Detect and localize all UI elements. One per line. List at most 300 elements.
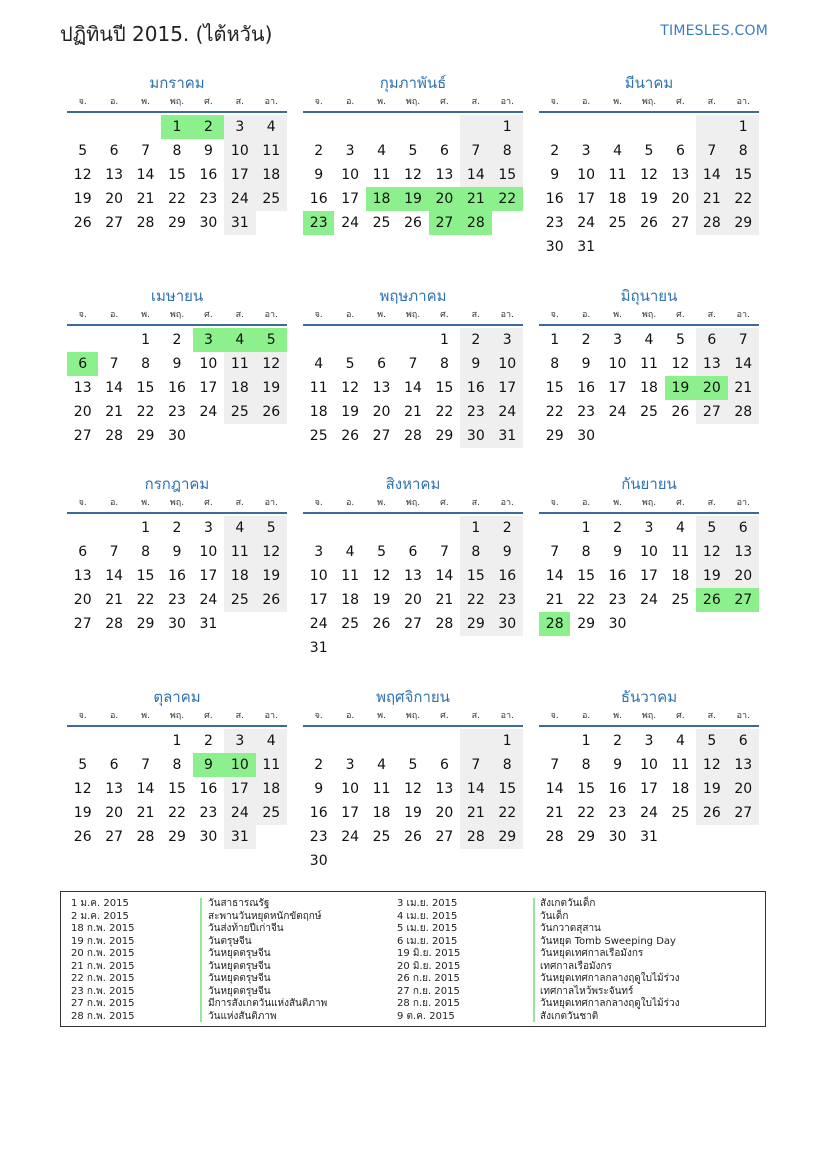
day-cell[interactable]: 22 (435, 404, 454, 420)
day-cell[interactable]: 10 (492, 352, 523, 376)
day-cell[interactable]: 28 (696, 211, 727, 235)
day-cell[interactable]: 5 (696, 729, 727, 753)
day-cell[interactable]: 15 (492, 163, 523, 187)
day-cell[interactable]: 4 (613, 143, 623, 159)
day-cell[interactable]: 30 (545, 239, 564, 255)
day-cell[interactable]: 5 (644, 143, 654, 159)
day-cell[interactable]: 25 (224, 588, 255, 612)
day-cell[interactable]: 27 (404, 616, 422, 632)
day-cell[interactable]: 29 (492, 825, 523, 849)
day-cell[interactable]: 2 (193, 115, 224, 139)
day-cell[interactable]: 12 (404, 167, 422, 183)
day-cell[interactable]: 14 (136, 781, 155, 797)
day-cell[interactable]: 4 (675, 520, 685, 536)
day-cell[interactable]: 29 (545, 428, 564, 444)
day-cell[interactable]: 2 (314, 757, 324, 773)
day-cell[interactable]: 22 (728, 187, 759, 211)
day-cell[interactable]: 16 (168, 380, 186, 396)
day-cell[interactable]: 5 (256, 516, 287, 540)
day-cell[interactable]: 24 (199, 404, 218, 420)
day-cell[interactable]: 21 (136, 805, 155, 821)
day-cell[interactable]: 7 (550, 544, 560, 560)
day-cell[interactable]: 5 (256, 328, 287, 352)
day-cell[interactable]: 4 (345, 544, 355, 560)
day-cell[interactable]: 10 (341, 781, 360, 797)
day-cell[interactable]: 23 (168, 592, 186, 608)
day-cell[interactable]: 28 (404, 428, 422, 444)
day-cell[interactable]: 20 (73, 404, 92, 420)
day-cell[interactable]: 27 (671, 215, 690, 231)
day-cell[interactable]: 3 (644, 733, 654, 749)
day-cell[interactable]: 25 (256, 801, 287, 825)
day-cell[interactable]: 6 (78, 544, 88, 560)
day-cell[interactable]: 26 (640, 215, 658, 231)
day-cell[interactable]: 9 (492, 540, 523, 564)
day-cell[interactable]: 8 (141, 356, 151, 372)
day-cell[interactable]: 3 (492, 328, 523, 352)
day-cell[interactable]: 19 (256, 376, 287, 400)
day-cell[interactable]: 23 (460, 400, 491, 424)
day-cell[interactable]: 16 (460, 376, 491, 400)
day-cell[interactable]: 12 (256, 540, 287, 564)
day-cell[interactable]: 12 (640, 167, 658, 183)
day-cell[interactable]: 22 (545, 404, 564, 420)
day-cell[interactable]: 31 (640, 829, 658, 845)
day-cell[interactable]: 14 (460, 777, 491, 801)
day-cell[interactable]: 18 (256, 777, 287, 801)
day-cell[interactable]: 13 (73, 380, 92, 396)
day-cell[interactable]: 18 (366, 187, 397, 211)
day-cell[interactable]: 12 (73, 781, 92, 797)
day-cell[interactable]: 15 (577, 568, 596, 584)
day-cell[interactable]: 31 (309, 640, 328, 656)
day-cell[interactable]: 10 (199, 544, 218, 560)
day-cell[interactable]: 18 (341, 592, 360, 608)
day-cell[interactable]: 23 (545, 215, 564, 231)
day-cell[interactable]: 6 (675, 143, 685, 159)
day-cell[interactable]: 30 (608, 829, 627, 845)
day-cell[interactable]: 1 (460, 516, 491, 540)
day-cell[interactable]: 28 (105, 616, 124, 632)
day-cell[interactable]: 1 (439, 332, 449, 348)
day-cell[interactable]: 8 (728, 139, 759, 163)
day-cell[interactable]: 14 (460, 163, 491, 187)
day-cell[interactable]: 4 (644, 332, 654, 348)
day-cell[interactable]: 26 (256, 400, 287, 424)
day-cell[interactable]: 26 (404, 829, 422, 845)
day-cell[interactable]: 7 (550, 757, 560, 773)
day-cell[interactable]: 12 (404, 781, 422, 797)
day-cell[interactable]: 17 (640, 568, 658, 584)
day-cell[interactable]: 24 (341, 829, 360, 845)
day-cell[interactable]: 25 (341, 616, 360, 632)
day-cell[interactable]: 3 (345, 757, 355, 773)
day-cell[interactable]: 23 (309, 829, 328, 845)
day-cell[interactable]: 17 (640, 781, 658, 797)
day-cell[interactable]: 8 (581, 757, 591, 773)
day-cell[interactable]: 15 (136, 380, 155, 396)
day-cell[interactable]: 19 (73, 805, 92, 821)
day-cell[interactable]: 10 (199, 356, 218, 372)
day-cell[interactable]: 28 (539, 612, 570, 636)
day-cell[interactable]: 22 (577, 592, 596, 608)
day-cell[interactable]: 2 (581, 332, 591, 348)
day-cell[interactable]: 23 (303, 211, 334, 235)
day-cell[interactable]: 18 (372, 805, 391, 821)
day-cell[interactable]: 7 (696, 139, 727, 163)
day-cell[interactable]: 20 (429, 187, 460, 211)
day-cell[interactable]: 21 (105, 404, 124, 420)
day-cell[interactable]: 23 (608, 805, 627, 821)
day-cell[interactable]: 17 (341, 805, 360, 821)
day-cell[interactable]: 15 (577, 781, 596, 797)
day-cell[interactable]: 29 (435, 428, 454, 444)
day-cell[interactable]: 3 (613, 332, 623, 348)
day-cell[interactable]: 30 (199, 215, 218, 231)
day-cell[interactable]: 27 (728, 588, 759, 612)
day-cell[interactable]: 1 (581, 733, 591, 749)
day-cell[interactable]: 9 (550, 167, 560, 183)
day-cell[interactable]: 4 (224, 516, 255, 540)
day-cell[interactable]: 9 (314, 167, 324, 183)
day-cell[interactable]: 29 (168, 215, 186, 231)
day-cell[interactable]: 23 (168, 404, 186, 420)
day-cell[interactable]: 20 (105, 191, 124, 207)
day-cell[interactable]: 9 (193, 753, 224, 777)
day-cell[interactable]: 28 (105, 428, 124, 444)
day-cell[interactable]: 27 (372, 428, 391, 444)
day-cell[interactable]: 24 (577, 215, 596, 231)
day-cell[interactable]: 3 (644, 520, 654, 536)
day-cell[interactable]: 13 (728, 540, 759, 564)
day-cell[interactable]: 6 (109, 757, 119, 773)
day-cell[interactable]: 20 (73, 592, 92, 608)
day-cell[interactable]: 13 (435, 781, 454, 797)
day-cell[interactable]: 29 (460, 612, 491, 636)
day-cell[interactable]: 4 (256, 729, 287, 753)
day-cell[interactable]: 23 (577, 404, 596, 420)
day-cell[interactable]: 28 (460, 825, 491, 849)
day-cell[interactable]: 7 (460, 139, 491, 163)
day-cell[interactable]: 9 (172, 356, 182, 372)
day-cell[interactable]: 30 (309, 853, 328, 869)
day-cell[interactable]: 7 (439, 544, 449, 560)
day-cell[interactable]: 3 (345, 143, 355, 159)
day-cell[interactable]: 5 (377, 544, 387, 560)
day-cell[interactable]: 18 (608, 191, 627, 207)
day-cell[interactable]: 20 (728, 777, 759, 801)
day-cell[interactable]: 22 (577, 805, 596, 821)
day-cell[interactable]: 4 (675, 733, 685, 749)
day-cell[interactable]: 10 (577, 167, 596, 183)
day-cell[interactable]: 10 (341, 167, 360, 183)
day-cell[interactable]: 26 (671, 404, 690, 420)
day-cell[interactable]: 8 (492, 139, 523, 163)
day-cell[interactable]: 13 (404, 568, 422, 584)
day-cell[interactable]: 11 (671, 757, 690, 773)
day-cell[interactable]: 9 (613, 757, 623, 773)
day-cell[interactable]: 11 (341, 568, 360, 584)
day-cell[interactable]: 3 (314, 544, 324, 560)
day-cell[interactable]: 6 (439, 143, 449, 159)
day-cell[interactable]: 21 (105, 592, 124, 608)
day-cell[interactable]: 7 (109, 544, 119, 560)
day-cell[interactable]: 13 (372, 380, 391, 396)
day-cell[interactable]: 18 (640, 380, 658, 396)
day-cell[interactable]: 25 (671, 592, 690, 608)
day-cell[interactable]: 11 (256, 139, 287, 163)
day-cell[interactable]: 1 (161, 115, 192, 139)
day-cell[interactable]: 24 (224, 801, 255, 825)
day-cell[interactable]: 27 (73, 428, 92, 444)
day-cell[interactable]: 1 (492, 729, 523, 753)
day-cell[interactable]: 28 (728, 400, 759, 424)
day-cell[interactable]: 27 (105, 829, 124, 845)
day-cell[interactable]: 15 (460, 564, 491, 588)
day-cell[interactable]: 27 (435, 829, 454, 845)
day-cell[interactable]: 28 (136, 215, 155, 231)
day-cell[interactable]: 14 (545, 568, 564, 584)
day-cell[interactable]: 1 (581, 520, 591, 536)
day-cell[interactable]: 20 (671, 191, 690, 207)
day-cell[interactable]: 9 (172, 544, 182, 560)
day-cell[interactable]: 8 (492, 753, 523, 777)
day-cell[interactable]: 9 (314, 781, 324, 797)
day-cell[interactable]: 10 (224, 139, 255, 163)
day-cell[interactable]: 2 (492, 516, 523, 540)
day-cell[interactable]: 31 (224, 211, 255, 235)
day-cell[interactable]: 12 (372, 568, 391, 584)
day-cell[interactable]: 24 (640, 592, 658, 608)
day-cell[interactable]: 13 (435, 167, 454, 183)
day-cell[interactable]: 15 (728, 163, 759, 187)
day-cell[interactable]: 29 (577, 829, 596, 845)
day-cell[interactable]: 19 (397, 187, 428, 211)
day-cell[interactable]: 24 (199, 592, 218, 608)
day-cell[interactable]: 15 (168, 781, 186, 797)
day-cell[interactable]: 2 (172, 520, 182, 536)
day-cell[interactable]: 16 (608, 781, 627, 797)
day-cell[interactable]: 22 (460, 588, 491, 612)
day-cell[interactable]: 16 (608, 568, 627, 584)
day-cell[interactable]: 21 (545, 805, 564, 821)
day-cell[interactable]: 16 (492, 564, 523, 588)
day-cell[interactable]: 15 (435, 380, 454, 396)
day-cell[interactable]: 22 (492, 187, 523, 211)
day-cell[interactable]: 2 (314, 143, 324, 159)
day-cell[interactable]: 2 (613, 733, 623, 749)
day-cell[interactable]: 8 (460, 540, 491, 564)
day-cell[interactable]: 19 (640, 191, 658, 207)
day-cell[interactable]: 27 (429, 211, 460, 235)
day-cell[interactable]: 18 (224, 376, 255, 400)
day-cell[interactable]: 26 (73, 215, 92, 231)
day-cell[interactable]: 27 (696, 400, 727, 424)
day-cell[interactable]: 14 (728, 352, 759, 376)
day-cell[interactable]: 16 (545, 191, 564, 207)
day-cell[interactable]: 14 (404, 380, 422, 396)
day-cell[interactable]: 12 (671, 356, 690, 372)
day-cell[interactable]: 30 (492, 612, 523, 636)
day-cell[interactable]: 10 (640, 757, 658, 773)
day-cell[interactable]: 30 (577, 428, 596, 444)
day-cell[interactable]: 29 (728, 211, 759, 235)
day-cell[interactable]: 23 (608, 592, 627, 608)
day-cell[interactable]: 20 (728, 564, 759, 588)
day-cell[interactable]: 29 (577, 616, 596, 632)
day-cell[interactable]: 10 (224, 753, 255, 777)
day-cell[interactable]: 30 (168, 616, 186, 632)
day-cell[interactable]: 10 (309, 568, 328, 584)
day-cell[interactable]: 6 (377, 356, 387, 372)
day-cell[interactable]: 11 (309, 380, 328, 396)
day-cell[interactable]: 28 (460, 211, 491, 235)
day-cell[interactable]: 25 (640, 404, 658, 420)
day-cell[interactable]: 23 (199, 805, 218, 821)
day-cell[interactable]: 5 (78, 757, 88, 773)
day-cell[interactable]: 17 (309, 592, 328, 608)
day-cell[interactable]: 12 (256, 352, 287, 376)
day-cell[interactable]: 11 (372, 167, 391, 183)
day-cell[interactable]: 25 (309, 428, 328, 444)
day-cell[interactable]: 3 (224, 115, 255, 139)
day-cell[interactable]: 24 (224, 187, 255, 211)
day-cell[interactable]: 16 (168, 568, 186, 584)
day-cell[interactable]: 3 (193, 328, 224, 352)
day-cell[interactable]: 27 (73, 616, 92, 632)
day-cell[interactable]: 22 (136, 592, 155, 608)
day-cell[interactable]: 5 (675, 332, 685, 348)
day-cell[interactable]: 8 (172, 757, 182, 773)
day-cell[interactable]: 21 (404, 404, 422, 420)
day-cell[interactable]: 7 (408, 356, 418, 372)
day-cell[interactable]: 7 (728, 328, 759, 352)
site-logo-text[interactable]: TIMESLES.COM (660, 23, 768, 39)
day-cell[interactable]: 6 (439, 757, 449, 773)
day-cell[interactable]: 14 (696, 163, 727, 187)
day-cell[interactable]: 1 (550, 332, 560, 348)
day-cell[interactable]: 14 (105, 568, 124, 584)
day-cell[interactable]: 18 (671, 781, 690, 797)
day-cell[interactable]: 19 (256, 564, 287, 588)
day-cell[interactable]: 26 (696, 801, 727, 825)
day-cell[interactable]: 25 (608, 215, 627, 231)
day-cell[interactable]: 16 (199, 167, 218, 183)
day-cell[interactable]: 15 (492, 777, 523, 801)
day-cell[interactable]: 9 (613, 544, 623, 560)
day-cell[interactable]: 24 (608, 404, 627, 420)
day-cell[interactable]: 10 (608, 356, 627, 372)
day-cell[interactable]: 13 (73, 568, 92, 584)
day-cell[interactable]: 23 (492, 588, 523, 612)
day-cell[interactable]: 1 (172, 733, 182, 749)
day-cell[interactable]: 27 (728, 801, 759, 825)
day-cell[interactable]: 25 (671, 805, 690, 821)
day-cell[interactable]: 30 (460, 424, 491, 448)
day-cell[interactable]: 8 (141, 544, 151, 560)
day-cell[interactable]: 25 (256, 187, 287, 211)
day-cell[interactable]: 28 (136, 829, 155, 845)
day-cell[interactable]: 14 (136, 167, 155, 183)
day-cell[interactable]: 22 (168, 191, 186, 207)
day-cell[interactable]: 6 (728, 729, 759, 753)
day-cell[interactable]: 12 (341, 380, 360, 396)
day-cell[interactable]: 11 (256, 753, 287, 777)
day-cell[interactable]: 28 (545, 829, 564, 845)
day-cell[interactable]: 8 (550, 356, 560, 372)
day-cell[interactable]: 6 (109, 143, 119, 159)
day-cell[interactable]: 17 (341, 191, 360, 207)
day-cell[interactable]: 26 (256, 588, 287, 612)
day-cell[interactable]: 5 (78, 143, 88, 159)
day-cell[interactable]: 20 (372, 404, 391, 420)
day-cell[interactable]: 17 (224, 163, 255, 187)
day-cell[interactable]: 21 (460, 187, 491, 211)
day-cell[interactable]: 12 (696, 753, 727, 777)
day-cell[interactable]: 21 (435, 592, 454, 608)
day-cell[interactable]: 13 (105, 781, 124, 797)
day-cell[interactable]: 17 (199, 568, 218, 584)
day-cell[interactable]: 4 (224, 328, 255, 352)
day-cell[interactable]: 21 (545, 592, 564, 608)
day-cell[interactable]: 18 (671, 568, 690, 584)
day-cell[interactable]: 5 (408, 143, 418, 159)
day-cell[interactable]: 31 (199, 616, 218, 632)
day-cell[interactable]: 20 (105, 805, 124, 821)
day-cell[interactable]: 22 (136, 404, 155, 420)
day-cell[interactable]: 15 (545, 380, 564, 396)
day-cell[interactable]: 9 (460, 352, 491, 376)
day-cell[interactable]: 1 (141, 520, 151, 536)
day-cell[interactable]: 13 (671, 167, 690, 183)
day-cell[interactable]: 3 (581, 143, 591, 159)
day-cell[interactable]: 4 (377, 757, 387, 773)
day-cell[interactable]: 24 (640, 805, 658, 821)
day-cell[interactable]: 13 (728, 753, 759, 777)
day-cell[interactable]: 11 (224, 352, 255, 376)
day-cell[interactable]: 7 (109, 356, 119, 372)
day-cell[interactable]: 24 (492, 400, 523, 424)
day-cell[interactable]: 17 (577, 191, 596, 207)
day-cell[interactable]: 17 (608, 380, 627, 396)
day-cell[interactable]: 26 (696, 588, 727, 612)
day-cell[interactable]: 26 (404, 215, 422, 231)
day-cell[interactable]: 29 (136, 616, 155, 632)
day-cell[interactable]: 31 (577, 239, 596, 255)
day-cell[interactable]: 16 (309, 805, 328, 821)
day-cell[interactable]: 7 (460, 753, 491, 777)
day-cell[interactable]: 19 (696, 777, 727, 801)
day-cell[interactable]: 8 (439, 356, 449, 372)
day-cell[interactable]: 26 (341, 428, 360, 444)
day-cell[interactable]: 7 (141, 757, 151, 773)
day-cell[interactable]: 19 (73, 191, 92, 207)
day-cell[interactable]: 30 (168, 428, 186, 444)
day-cell[interactable]: 21 (460, 801, 491, 825)
day-cell[interactable]: 26 (372, 616, 391, 632)
day-cell[interactable]: 5 (408, 757, 418, 773)
day-cell[interactable]: 11 (640, 356, 658, 372)
day-cell[interactable]: 19 (696, 564, 727, 588)
day-cell[interactable]: 7 (141, 143, 151, 159)
day-cell[interactable]: 6 (408, 544, 418, 560)
day-cell[interactable]: 4 (256, 115, 287, 139)
day-cell[interactable]: 10 (640, 544, 658, 560)
day-cell[interactable]: 30 (199, 829, 218, 845)
day-cell[interactable]: 15 (168, 167, 186, 183)
day-cell[interactable]: 11 (372, 781, 391, 797)
day-cell[interactable]: 13 (696, 352, 727, 376)
